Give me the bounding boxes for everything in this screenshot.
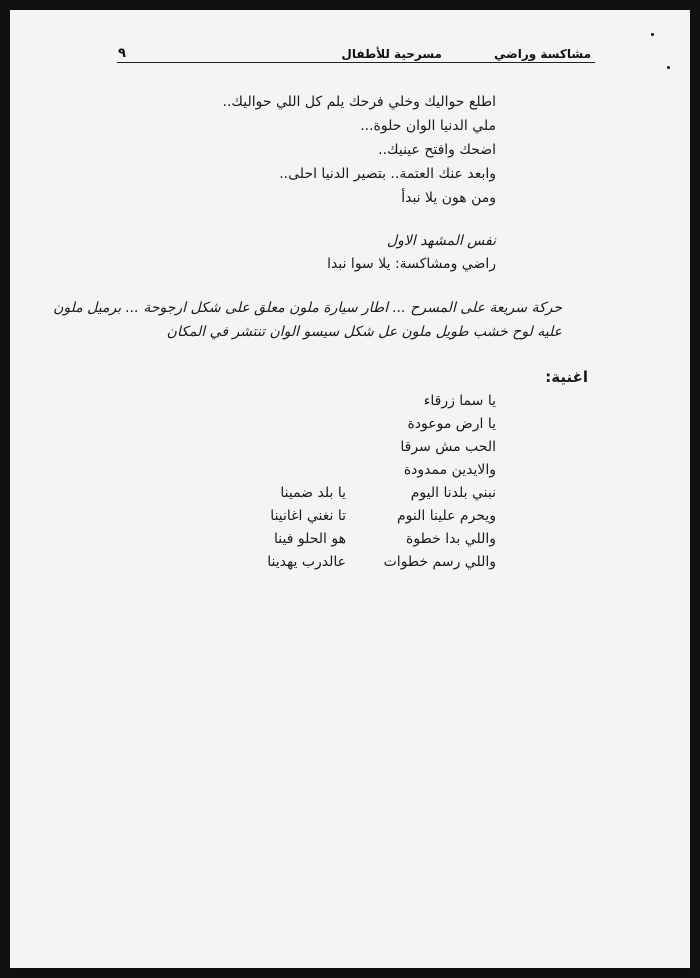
song-line: ويحرم علينا النوم [397, 508, 496, 524]
song-line: يا ارض موعودة [407, 416, 496, 432]
verse-line: وابعد عنك العتمة.. بتصير الدنيا احلى.. [279, 166, 496, 182]
verse-line: اضحك وافتح عينيك.. [378, 142, 496, 158]
header-play-title: مسرحية للأطفال [341, 47, 442, 61]
header-rule [117, 62, 595, 63]
song-line: يا سما زرقاء [423, 393, 496, 409]
speck-mark [651, 33, 654, 36]
song-line-left: تا نغني اغانينا [270, 508, 346, 524]
verse-line: ملي الدنيا الوان حلوة... [360, 118, 496, 134]
song-line-left: هو الحلو فينا [274, 531, 346, 547]
speck-mark [667, 66, 670, 69]
header-book-title: مشاكسة وراضي [493, 47, 591, 61]
stage-direction-line: حركة سريعة على المسرح ... اطار سيارة ملون معلق على شكل ارجوحة ... برميل ملون [53, 300, 562, 316]
song-line: والايدين ممدودة [403, 462, 496, 478]
verse-line: اطلع حواليك وخلي فرحك يلم كل اللي حواليك.. [222, 94, 496, 110]
verse-line: ومن هون يلا نبدأ [401, 190, 496, 206]
scene-dialogue: راضي ومشاكسة: يلا سوا نبدا [327, 256, 496, 272]
stage-direction-line: عليه لوح خشب طويل ملون عل شكل سيسو الوان تنتشر في المكان [166, 324, 562, 340]
document-page [10, 10, 690, 968]
song-line: الحب مش سرقا [400, 439, 496, 455]
page-number: ٩ [118, 46, 126, 61]
song-line-left: عالدرب يهدينا [267, 554, 346, 570]
song-line-left: يا بلد ضمينا [280, 485, 346, 501]
song-heading: اغنية: [545, 368, 588, 386]
song-line: نبني بلدنا اليوم [410, 485, 496, 501]
song-line: واللي رسم خطوات [383, 554, 496, 570]
scene-title: نفس المشهد الاول [386, 233, 496, 249]
song-line: واللي بدا خطوة [406, 531, 496, 547]
